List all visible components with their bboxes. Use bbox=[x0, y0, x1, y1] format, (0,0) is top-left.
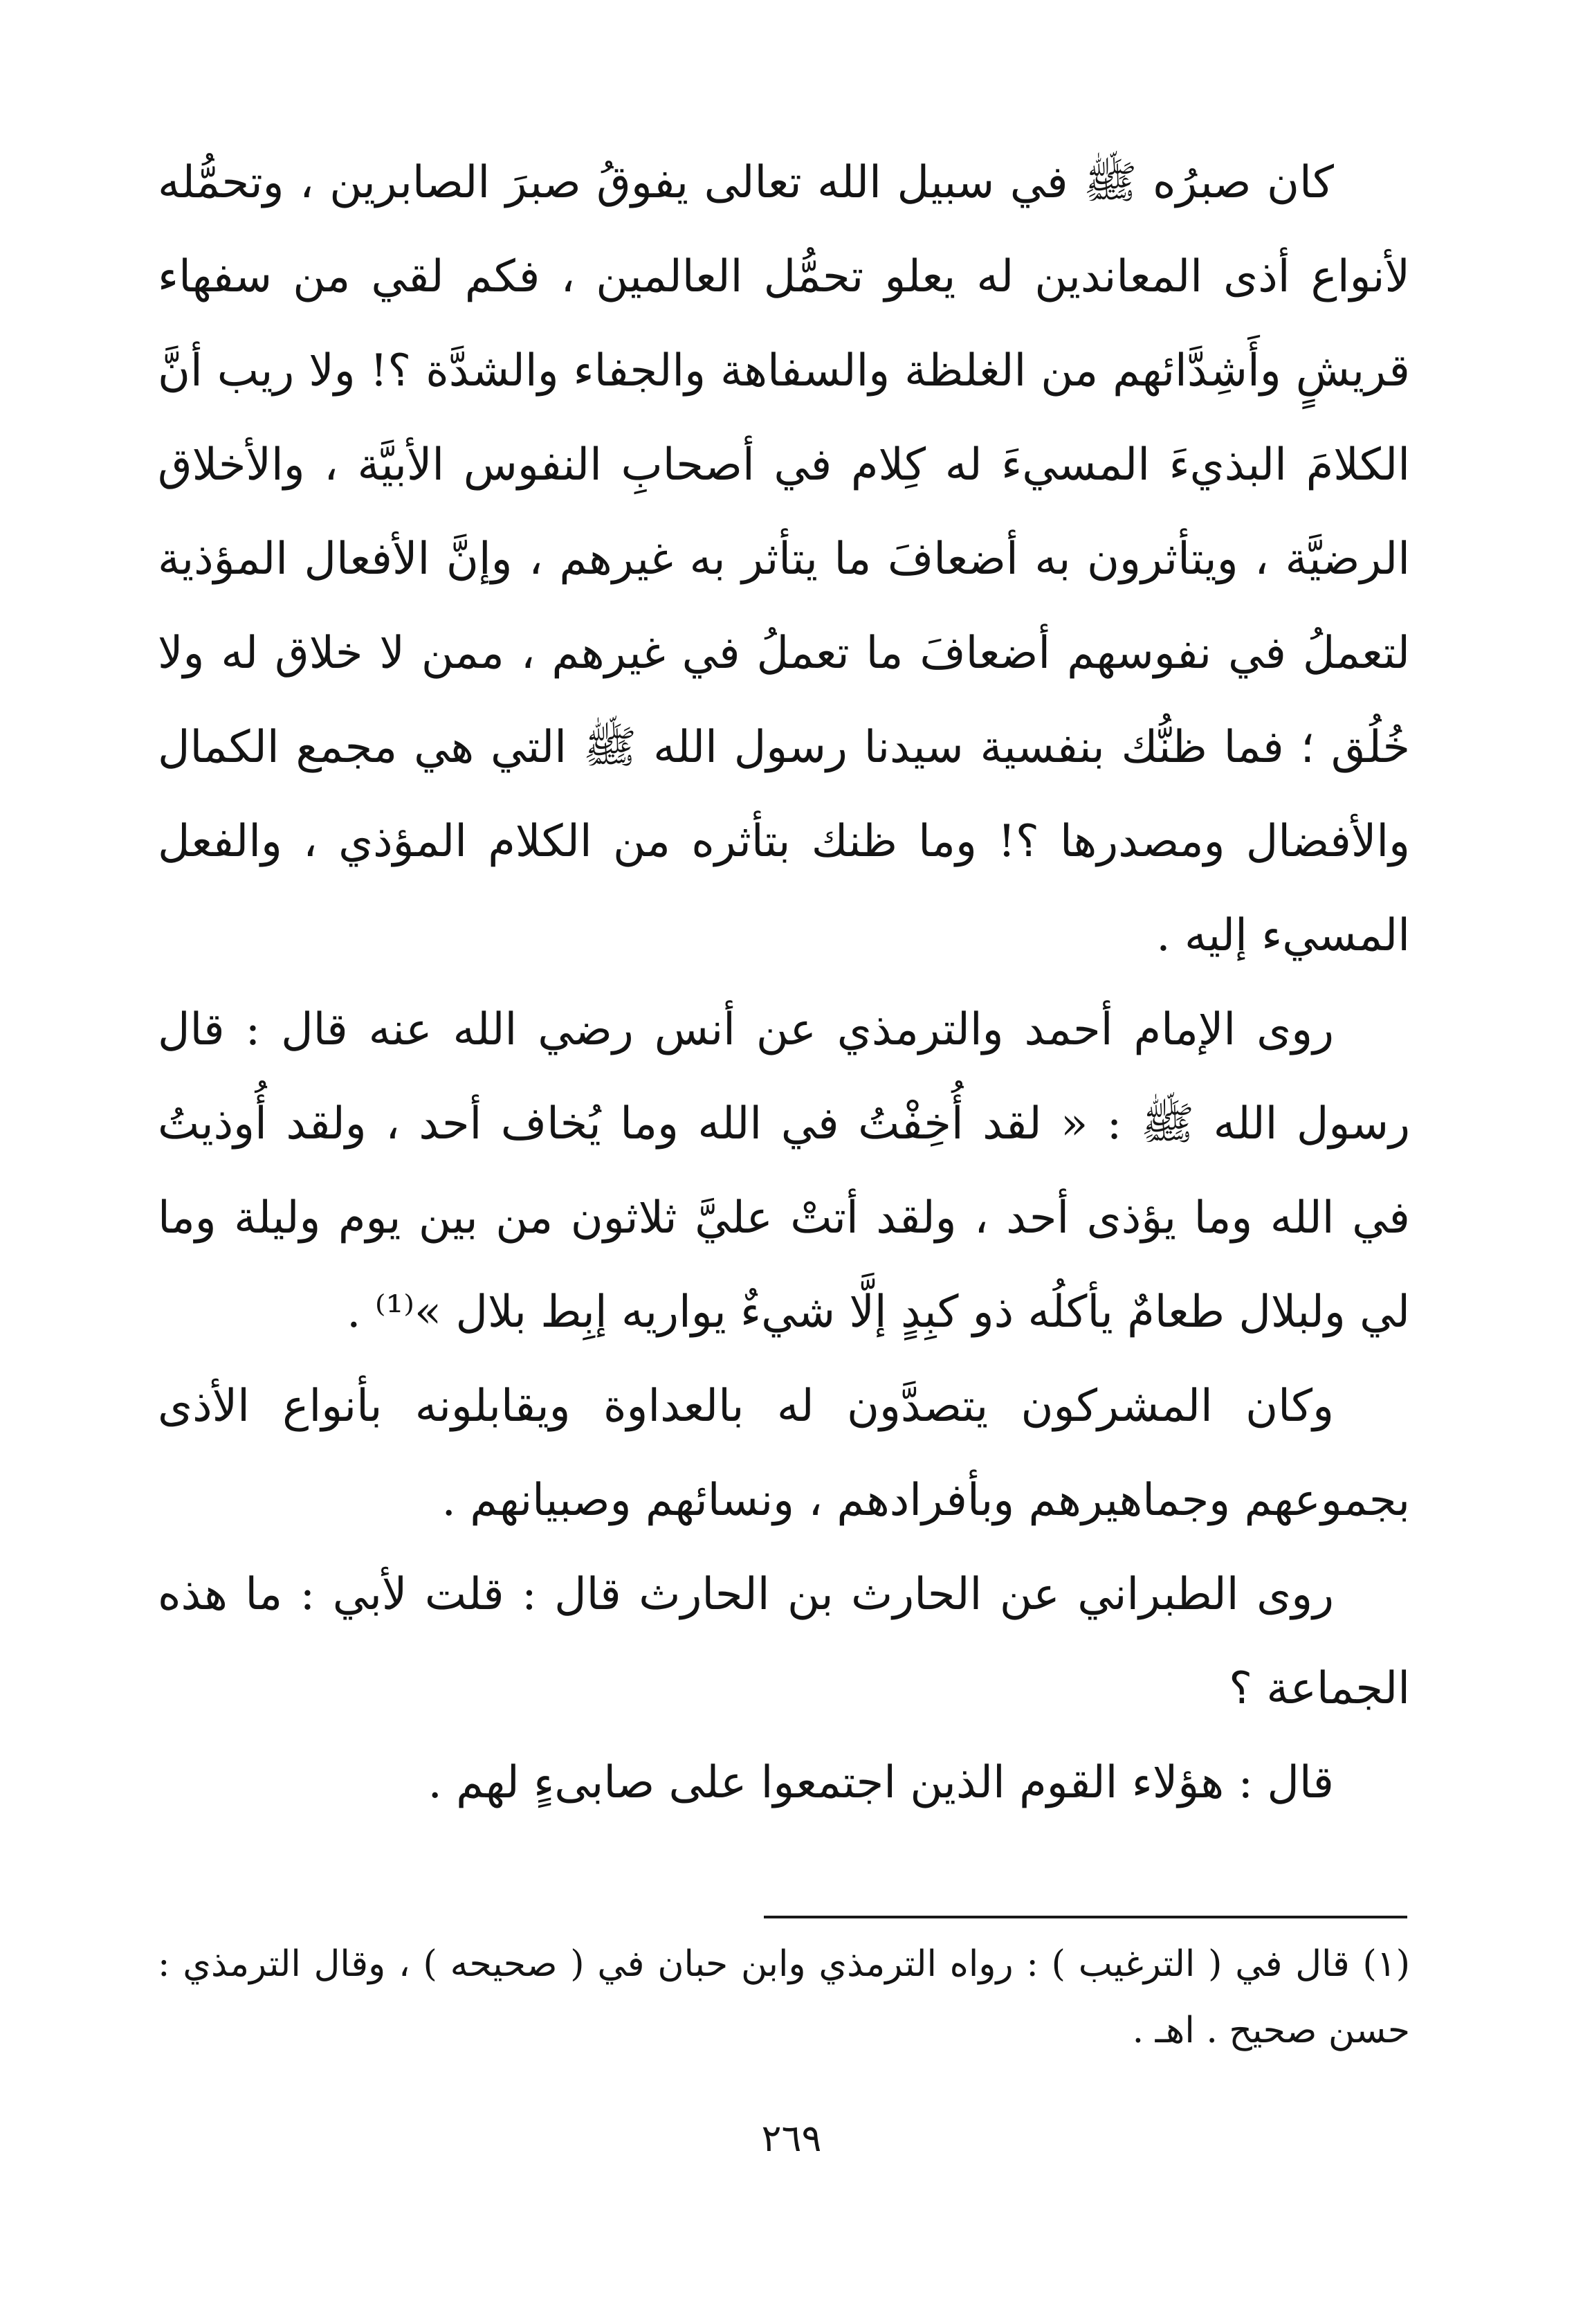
footnote-text: (١) قال في ( الترغيب ) : رواه الترمذي وابن حبان في ( صحيحه ) ، وقال الترمذي : حسن صحيح . اهـ . bbox=[158, 1943, 1410, 2051]
paragraph-mushrikun: وكان المشركون يتصدَّون له بالعداوة ويقابلونه بأنواع الأذى بجموعهم وجماهيرهم وبأفرادهم ، ونسائهم وصبيانهم . bbox=[158, 1381, 1410, 1526]
paragraph-tabarani: روى الطبراني عن الحارث بن الحارث قال : قلت لأبي : ما هذه الجماعة ؟ bbox=[158, 1569, 1410, 1714]
paragraph-reply: قال : هؤلاء القوم الذين اجتمعوا على صابىءٍ لهم . bbox=[428, 1757, 1334, 1808]
main-text bbox=[158, 136, 1410, 1830]
paragraph-patience: كان صبرُه ﷺ في سبيل الله تعالى يفوقُ صبرَ الصابرين ، وتحمُّله لأنواع أذى المعاندين له يعلو تحمُّل العالمين ، فكم لقي من سفهاء قريشٍ وأَشِدَّائهم من الغلظة والسفاهة والجفاء والشدَّة ؟! ولا ريب أنَّ الكلامَ البذيءَ المسيءَ له كِلام في أصحابِ النفوس الأبيَّة ، والأخلاق الرضيَّة ، ويتأثرون به أضعافَ ما يتأثر به غيرهم ، وإنَّ الأفعال المؤذية لتعملُ في نفوسهم أضعافَ ما تعملُ في غيرهم ، ممن لا خلاق له ولا خُلُق ؛ فما ظنُّك بنفسية سيدنا رسول الله ﷺ التي هي مجمع الكمال والأفضال ومصدرها ؟! وما ظنك بتأثره من الكلام المؤذي ، والفعل المسيء إليه . bbox=[158, 157, 1411, 961]
paragraph-hadith-anas: روى الإمام أحمد والترمذي عن أنس رضي الله عنه قال : قال رسول الله ﷺ : « لقد أُخِفْتُ في الله وما يُخاف أحد ، ولقد أُوذيتُ في الله وما يؤذى أحد ، ولقد أتتْ عليَّ ثلاثون من بين يوم وليلة وما لي ولبلال طعامٌ يأكلُه ذو كبِدٍ إلَّا شيءٌ يواريه إبِط بلال »⁽¹⁾ . bbox=[158, 1004, 1411, 1338]
page-number: ٢٦٩ bbox=[761, 2116, 822, 2160]
footnote-divider bbox=[764, 1916, 1407, 1918]
footnote bbox=[158, 1931, 1410, 2064]
